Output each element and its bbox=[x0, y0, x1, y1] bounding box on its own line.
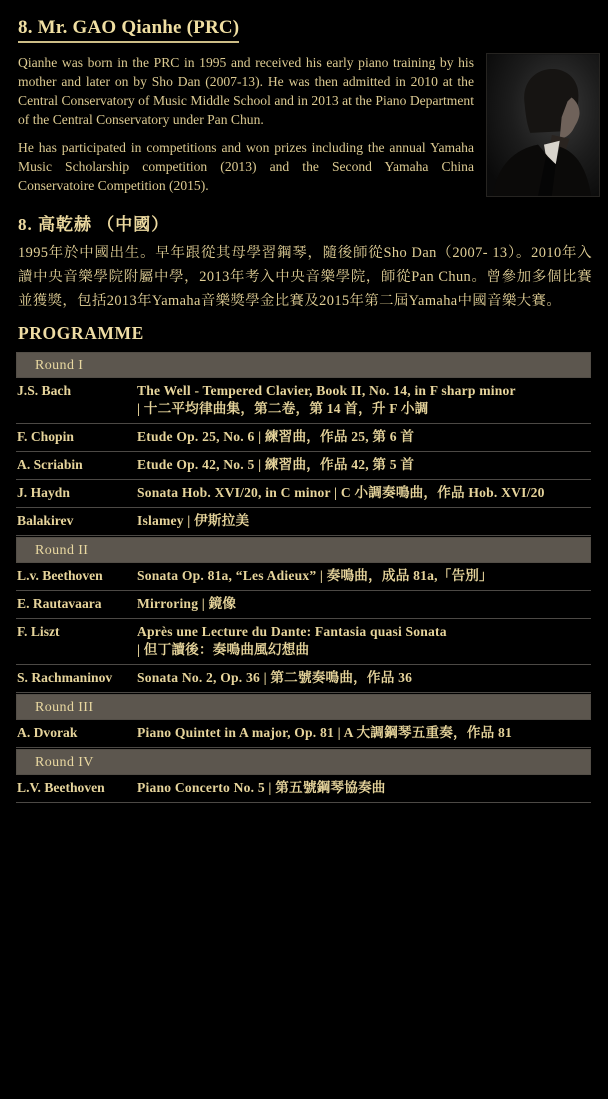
piece-cell bbox=[137, 669, 591, 687]
table-row bbox=[16, 775, 591, 803]
composer-cell: L.V. Beethoven bbox=[17, 780, 105, 795]
piece-line: Sonata Hob. XVI/20, in C minor | C 小調奏鳴曲，作品 Hob. XVI/20 bbox=[137, 485, 545, 500]
piece-cell bbox=[137, 724, 591, 742]
piece-cell bbox=[137, 484, 591, 502]
bio-paragraph-zh: 1995年於中國出生。早年跟從其母學習鋼琴，隨後師從Sho Dan（2007- 13）。2010年入讀中央音樂學院附屬中學，2013年考入中央音樂學院，師從Pan Chun。曾參加多個比賽並獲獎，包括2013年Yamaha音樂獎學金比賽及2015年第二屆Yamaha中國音樂大賽。 bbox=[18, 245, 592, 309]
piece-cell bbox=[137, 456, 591, 474]
contestant-title-zh: 8. 高乾赫 （中國） bbox=[18, 215, 170, 234]
table-row bbox=[16, 452, 591, 480]
contestant-title-en bbox=[18, 17, 592, 43]
piece-line: Piano Concerto No. 5 | 第五號鋼琴協奏曲 bbox=[137, 780, 386, 795]
contestant-photo bbox=[486, 53, 600, 197]
piece-cell bbox=[137, 595, 591, 613]
round-header-2 bbox=[16, 537, 591, 563]
piece-line: Après une Lecture du Dante: Fantasia quasi Sonata bbox=[137, 624, 447, 639]
piece-line: Sonata No. 2, Op. 36 | 第二號奏鳴曲，作品 36 bbox=[137, 670, 413, 685]
piece-cell bbox=[137, 428, 591, 446]
piece-cell bbox=[137, 512, 591, 530]
round-header-3 bbox=[16, 694, 591, 720]
round-header-2-label: Round II bbox=[35, 543, 89, 558]
table-row bbox=[16, 563, 591, 591]
programme-heading: PROGRAMME bbox=[18, 323, 144, 343]
piece-line: Islamey | 伊斯拉美 bbox=[137, 513, 250, 528]
composer-cell: J.S. Bach bbox=[17, 383, 72, 398]
composer-cell: F. Liszt bbox=[17, 624, 60, 639]
bio-paragraph-en-2: He has participated in competitions and won prizes including the annual Yamaha Music Scholarship competition (2013) and the Second Yamaha China Conservatoire Competition (2015). bbox=[18, 140, 474, 193]
piece-line: Etude Op. 25, No. 6 | 練習曲，作品 25, 第 6 首 bbox=[137, 429, 415, 444]
piece-cell bbox=[137, 779, 591, 797]
contestant-photo-image bbox=[487, 54, 599, 196]
piece-line: | 十二平均律曲集，第二卷，第 14 首，升 F 小調 bbox=[137, 401, 429, 416]
piece-cell bbox=[137, 567, 591, 585]
table-row bbox=[16, 720, 591, 748]
round-header-4 bbox=[16, 749, 591, 775]
piece-line: Etude Op. 42, No. 5 | 練習曲，作品 42, 第 5 首 bbox=[137, 457, 415, 472]
bio-paragraph-en-1: Qianhe was born in the PRC in 1995 and received his early piano training by his mother and later on by Sho Dan (2007-13). He was then admitted in 2010 at the Central Conservatory of Music Middle School and in 2013 at the Piano Department of the Central Conservatory under Pan Chun. bbox=[18, 55, 474, 127]
contestant-title-en-text: 8. Mr. GAO Qianhe (PRC) bbox=[18, 17, 239, 43]
round-header-1-label: Round I bbox=[35, 358, 84, 373]
table-row bbox=[16, 665, 591, 693]
table-row bbox=[16, 378, 591, 424]
piece-line: Piano Quintet in A major, Op. 81 | A 大調鋼琴五重奏，作品 81 bbox=[137, 725, 513, 740]
table-row bbox=[16, 508, 591, 536]
composer-cell: A. Dvorak bbox=[17, 725, 78, 740]
round-header-3-label: Round III bbox=[35, 700, 94, 715]
table-row bbox=[16, 619, 591, 665]
piece-cell bbox=[137, 382, 591, 418]
composer-cell: Balakirev bbox=[17, 513, 74, 528]
bio-section bbox=[18, 53, 592, 195]
composer-cell: E. Rautavaara bbox=[17, 596, 102, 611]
round-header-1 bbox=[16, 352, 591, 378]
round-header-4-label: Round IV bbox=[35, 755, 94, 770]
piece-line: The Well - Tempered Clavier, Book II, No. 14, in F sharp minor bbox=[137, 383, 516, 398]
composer-cell: S. Rachmaninov bbox=[17, 670, 113, 685]
composer-cell: L.v. Beethoven bbox=[17, 568, 103, 583]
piece-line: Sonata Op. 81a, “Les Adieux” | 奏鳴曲，成品 81a,「告別」 bbox=[137, 568, 493, 583]
programme-table bbox=[16, 352, 591, 803]
piece-cell bbox=[137, 623, 591, 659]
composer-cell: A. Scriabin bbox=[17, 457, 83, 472]
composer-cell: J. Haydn bbox=[17, 485, 70, 500]
table-row bbox=[16, 480, 591, 508]
composer-cell: F. Chopin bbox=[17, 429, 74, 444]
piece-line: Mirroring | 鏡像 bbox=[137, 596, 237, 611]
table-row bbox=[16, 591, 591, 619]
table-row bbox=[16, 424, 591, 452]
piece-line: | 但丁讀後：奏鳴曲風幻想曲 bbox=[137, 642, 310, 657]
